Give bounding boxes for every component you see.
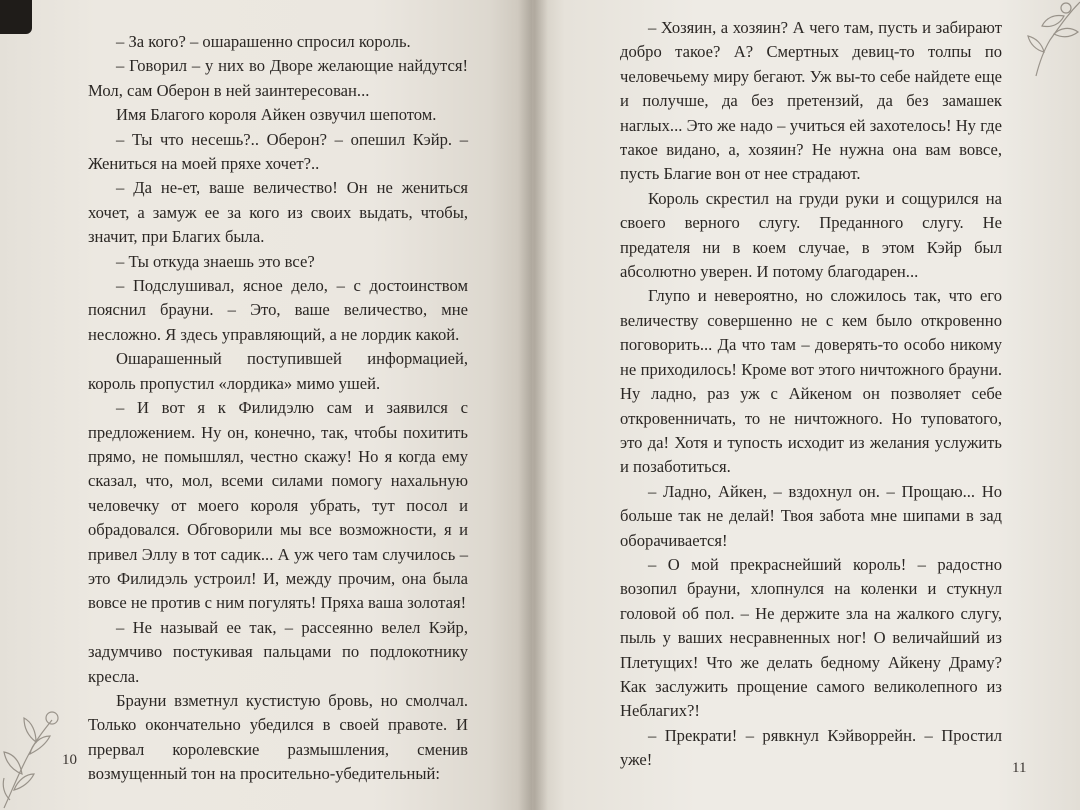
paragraph: – Ты откуда знаешь это все? [116, 251, 315, 271]
paragraph: – Хозяин, а хозяин? А чего там, пусть и забирают добро такое? А? Смертных девиц-то толпы по человечьему миру бегают. Уж вы-то себе найдете еще и получше, да без претензий, да без замашек наглых... Это же надо – учиться ей захотелось! Ну где такое видано, а, хозяин? Не нужна она вам вовсе, пусть Благие вон от нее страдают. [620, 18, 1002, 184]
right-page [532, 0, 1080, 810]
paragraph: – Подслушивал, ясное дело, – с достоинством пояснил брауни. – Это, ваше величество, мне несложно. Я здесь управляющий, а не лордик какой. [88, 276, 468, 344]
right-page-text [620, 16, 1002, 773]
paragraph: Король скрестил на груди руки и сощурился на своего верного слугу. Преданного слугу. Не предателя ни в коем случае, в этом Кэйр был абсолютно уверен. И потому благодарен... [620, 188, 1002, 282]
left-page-text [88, 30, 468, 787]
floral-ornament-icon [0, 690, 70, 810]
paragraph: Брауни взметнул кустистую бровь, но смолчал. Только окончательно убедился в своей правоте. И прервал королевские размышления, сменив возмущенный тон на просительно-убедительный: [88, 690, 468, 784]
paragraph: – И вот я к Филидэлю сам и заявился с предложением. Ну он, конечно, так, чтобы похитить прямо, не помышлял, честно скажу! Но я когда ему сказал, что, мол, всеми силами помогу нахальную человечку от моего короля убрать, тут посол и обрадовался. Обговорили мы все возможности, я и привел Эллу в тот садик... А уж чего там случилось – это Филидэль устроил! И, между прочим, она была вовсе не против с ним погулять! Пряха ваша золотая! [88, 398, 468, 613]
paragraph: – Да не-ет, ваше величество! Он не жениться хочет, а замуж ее за кого из своих выдать, чтобы, значит, при Благих была. [88, 178, 468, 247]
paragraph: – Прекрати! – рявкнул Кэйворрейн. – Простил уже! [620, 725, 1002, 770]
floral-ornament-icon [1020, 0, 1080, 80]
paragraph: – О мой прекраснейший король! – радостно возопил брауни, хлопнулся на коленки и стукнул головой об пол. – Не держите зла на жалкого слугу, пыль у ваших несравненных ног! О величайший из Плетущих! Что же делать бедному Айкену Драму? Как заслужить прощение самого великолепного из Неблагих?! [620, 554, 1002, 721]
paragraph: Глупо и невероятно, но сложилось так, что его величеству совершенно не с кем было откровенно поговорить... Да что там – доверять-то особо никому не приходилось! Кроме вот этого ничтожного брауни. Ну ладно, раз уж с Айкеном он позволяет себе откровенничать, то не ничтожного. Но туповатого, это да! Хотя и тупость исходит из желания услужить и позаботиться. [620, 286, 1002, 477]
paragraph: – Ты что несешь?.. Оберон? – опешил Кэйр. – Жениться на моей пряхе хочет?.. [88, 129, 468, 174]
page-number-right: 11 [1012, 760, 1027, 776]
paragraph: – Говорил – у них во Дворе желающие найдутся! Мол, сам Оберон в ней заинтересован... [88, 56, 468, 100]
paragraph: – За кого? – ошарашенно спросил король. [116, 32, 411, 51]
page-number-left: 10 [62, 752, 77, 768]
paragraph: Имя Благого короля Айкен озвучил шепотом. [116, 105, 437, 125]
paragraph: Ошарашенный поступившей информацией, король пропустил «лордика» мимо ушей. [88, 349, 468, 393]
left-page [0, 0, 532, 810]
background-corner [0, 0, 32, 34]
book-gutter [518, 0, 548, 810]
paragraph: – Не называй ее так, – рассеянно велел Кэйр, задумчиво постукивая пальцами по подлокотнику кресла. [88, 617, 468, 686]
paragraph: – Ладно, Айкен, – вздохнул он. – Прощаю... Но больше так не делай! Твоя забота мне шипами в зад оборачивается! [620, 481, 1002, 550]
